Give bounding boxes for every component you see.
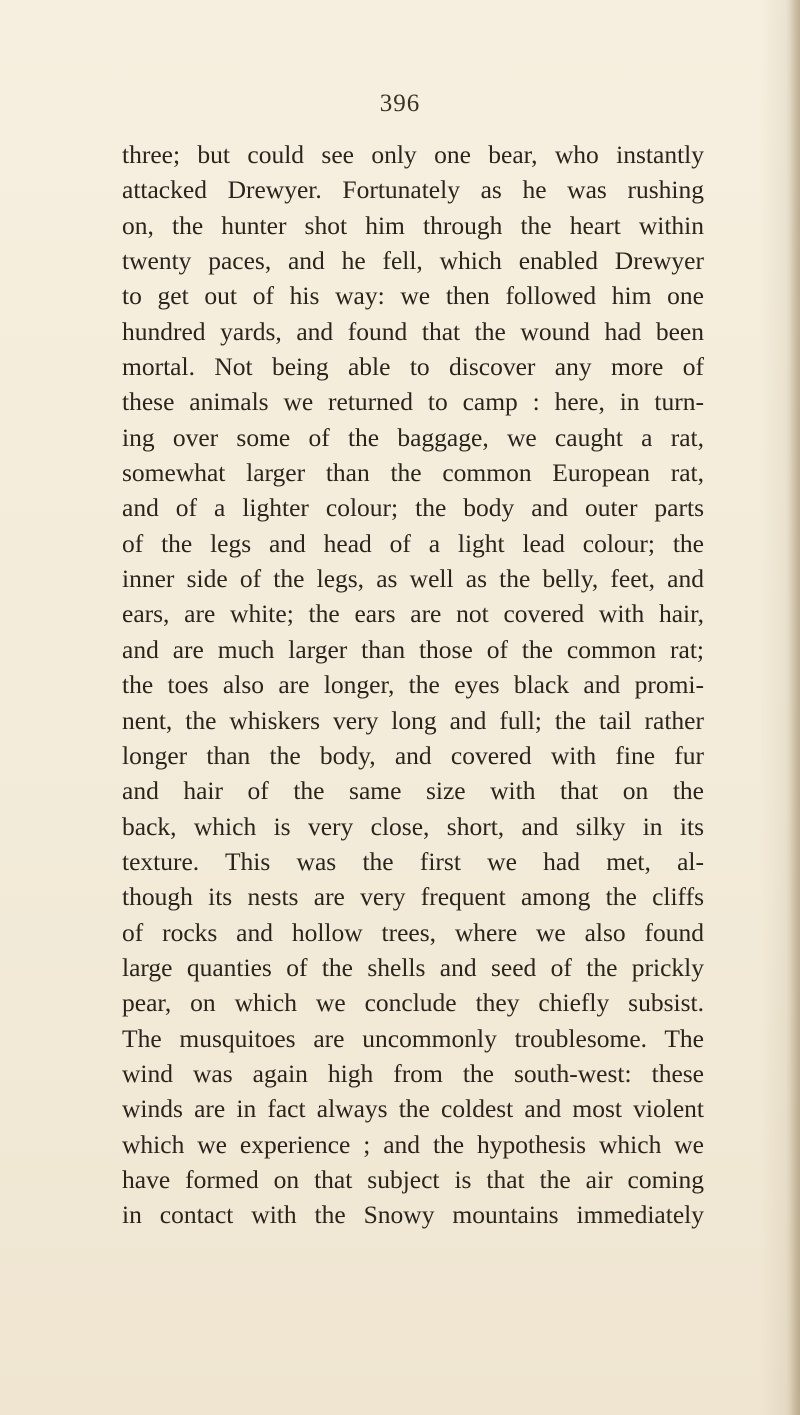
text-line: of the legs and head of a light lead colour; the bbox=[122, 528, 704, 558]
text-line: which we experience ; and the hypothesis which we bbox=[122, 1129, 704, 1159]
text-line: to get out of his way: we then followed him one bbox=[122, 281, 704, 311]
text-line: and of a lighter colour; the body and outer parts bbox=[122, 493, 704, 523]
text-line: the toes also are longer, the eyes black and promi- bbox=[122, 670, 704, 700]
text-line: large quanties of the shells and seed of the prickly bbox=[122, 952, 704, 982]
body-text bbox=[122, 137, 704, 1233]
text-line: three; but could see only one bear, who instantly bbox=[122, 140, 704, 169]
text-line: longer than the body, and covered with fine fur bbox=[122, 740, 704, 770]
text-line: nent, the whiskers very long and full; the tail rather bbox=[122, 705, 704, 735]
text-line: have formed on that subject is that the air coming bbox=[122, 1164, 704, 1194]
text-line: texture. This was the first we had met, al- bbox=[122, 846, 704, 876]
text-line: on, the hunter shot him through the heart within bbox=[122, 210, 704, 240]
text-line: ing over some of the baggage, we caught a rat, bbox=[122, 422, 704, 452]
page-edge-shadow bbox=[786, 0, 800, 1415]
text-line: attacked Drewyer. Fortunately as he was rushing bbox=[122, 175, 704, 205]
text-line: ears, are white; the ears are not covered with hair, bbox=[122, 599, 704, 629]
text-line: The musquitoes are uncommonly troublesome. The bbox=[122, 1023, 704, 1053]
text-line: wind was again high from the south-west: these bbox=[122, 1058, 704, 1088]
text-line: twenty paces, and he fell, which enabled Drewyer bbox=[122, 246, 704, 276]
text-line: these animals we returned to camp : here, in turn- bbox=[122, 387, 704, 417]
text-line: of rocks and hollow trees, where we also found bbox=[122, 917, 704, 947]
text-line: hundred yards, and found that the wound had been bbox=[122, 316, 704, 346]
text-line: inner side of the legs, as well as the belly, feet, and bbox=[122, 564, 704, 594]
text-line: though its nests are very frequent among the cliffs bbox=[122, 882, 704, 912]
text-line: winds are in fact always the coldest and most violent bbox=[122, 1094, 704, 1124]
text-line: and are much larger than those of the common rat; bbox=[122, 634, 704, 664]
text-line: and hair of the same size with that on the bbox=[122, 776, 704, 806]
text-line: somewhat larger than the common European rat, bbox=[122, 458, 704, 488]
text-line: in contact with the Snowy mountains immediately bbox=[122, 1200, 704, 1230]
text-line: pear, on which we conclude they chiefly subsist. bbox=[122, 988, 704, 1018]
page-number: 396 bbox=[379, 90, 421, 117]
text-line: mortal. Not being able to discover any more of bbox=[122, 352, 704, 382]
text-line: back, which is very close, short, and silky in its bbox=[122, 811, 704, 841]
